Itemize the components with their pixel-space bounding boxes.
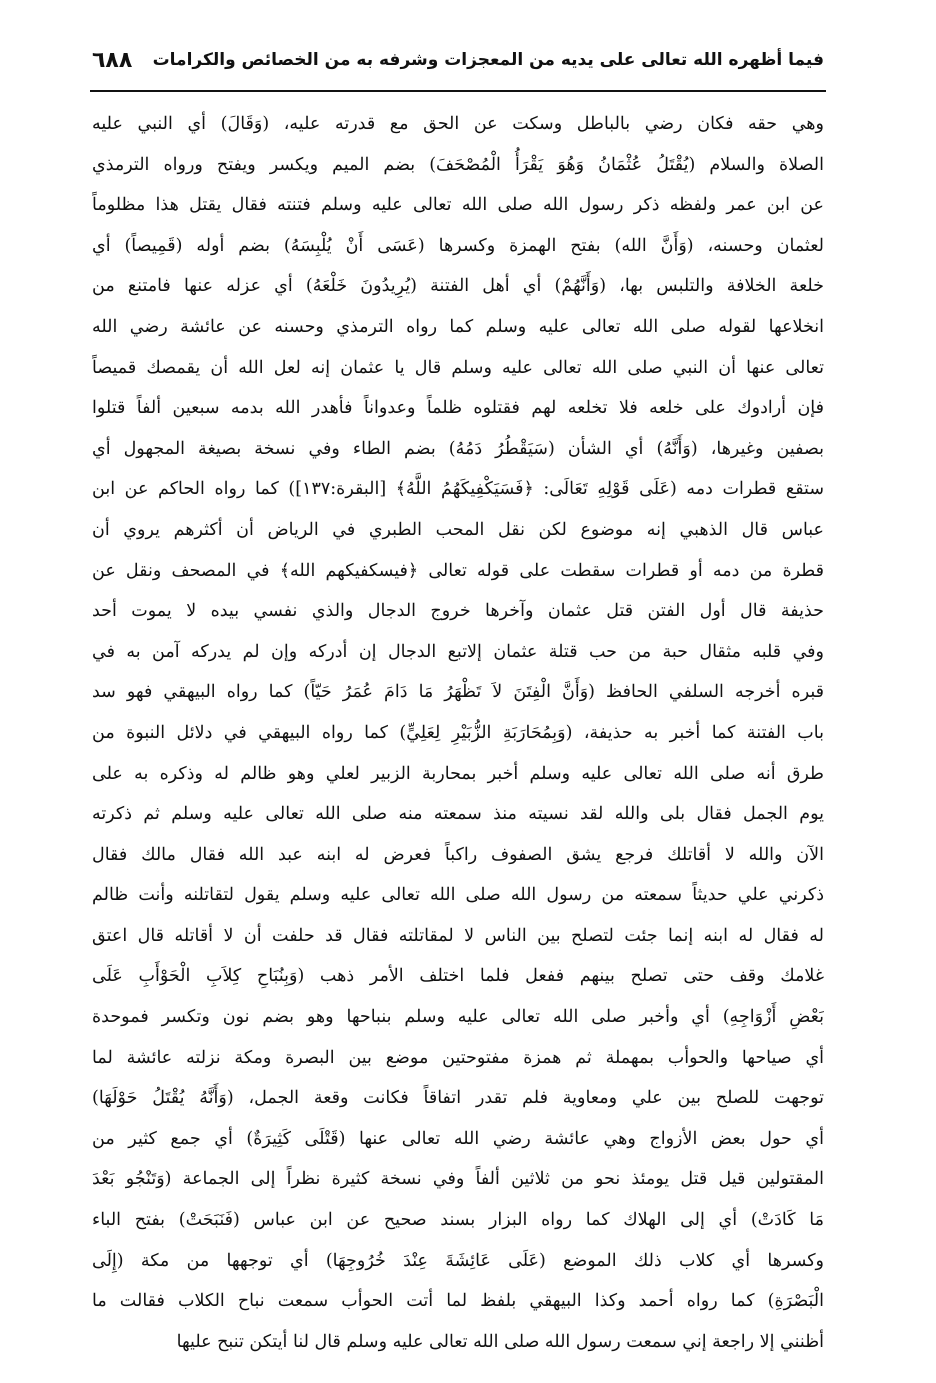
running-header [92, 40, 824, 80]
text-line: أظنني إلا راجعة إني سمعت رسول الله صلى الله تعالى عليه وسلم قال لنا أيتكن تنبح عليها [176, 1331, 824, 1352]
text-line: عباس قال الذهبي إنه موضوع لكن نقل المحب الطبري في الرياض أن أكثرهم يروي أن [92, 519, 824, 540]
text-line: الآن والله لا أقاتلك فرجع يشق الصفوف راكباً فعرض له ابنه عبد الله فقال مالك فقال [92, 844, 824, 865]
text-line: لعثمان وحسنه، (وَأَنَّ الله) بفتح الهمزة وكسرها (عَسَى أَنْ يُلْبِسَهُ) بضم أوله (قَمِيصاً) أي [92, 235, 824, 256]
text-line: فإن أرادوك على خلعه فلا تخلعه لهم فقتلوه ظلماً وعدواناً فأهدر الله بدمه سبعين ألفاً قتلوا [92, 398, 824, 419]
text-line: خلعة الخلافة والتلبس بها، (وَأَنَّهُمْ) أي أهل الفتنة (يُرِيدُونَ خَلْعَهُ) أي عزله عنها فامتنع من [92, 276, 824, 297]
text-line: قبره أخرجه السلفي الحافظ (وَأَنَّ الْفِتَنَ لاَ تَظْهَرُ مَا دَامَ عُمَرُ حَيّاً) كما رواه البيهقي فهو سد [92, 682, 824, 703]
text-line: وفي قلبه مثقال حبة من حب قتلة عثمان إلاتبع الدجال إن أدركه وإن لم يدركه آمن به في [92, 641, 824, 662]
header-title: فيما أظهره الله تعالى على يديه من المعجزات وشرفه به من الخصائص والكرامات [152, 50, 824, 70]
text-line: ذكرني علي حديثاً سمعته من رسول الله صلى الله تعالى عليه وسلم يقول لتقاتلنه وأنت ظالم [92, 885, 824, 906]
text-line: حذيفة قال أول الفتن قتل عثمان وآخرها خروج الدجال والذي نفسي بيده لا يموت أحد [92, 601, 824, 622]
text-line: وكسرها أي كلاب ذلك الموضع (عَلَى عَائِشَةَ عِنْدَ خُرُوجِهَا) أي توجهها من مكة (إِلَى [92, 1250, 824, 1271]
page-number: ٦٨٨ [92, 47, 133, 73]
text-line: توجهت للصلح بين علي ومعاوية فلم تقدر اتفاقاً فكانت وقعة الجمل، (وَأَنَّهُ يُقْتَلُ حَوْلَهَا) [92, 1088, 824, 1109]
text-line: أي صياحها والحوأب بمهملة ثم همزة مفتوحتين موضع بين البصرة ومكة نزلته عائشة لما [92, 1047, 824, 1068]
text-line: أي حول بعض الأزواج وهي عائشة رضي الله تعالى عنها (قَتْلَى كَثِيرَةٌ) أي جمع كثير من [92, 1128, 824, 1149]
text-line: له فقال له ابنه إنما جئت لتصلح بين الناس لا لمقاتلته فقال قد حلفت أن لا أقاتله قال اعتق [92, 925, 824, 946]
text-line: قطرة من دمه أو قطرات سقطت على قوله تعالى ﴿فيسكفيكهم الله﴾ في المصحف ونقل عن [92, 560, 824, 581]
text-line: وهي حقه فكان رضي بالباطل وسكت عن الحق مع قدرته عليه، (وَقَالَ) أي النبي عليه [92, 114, 824, 134]
text-line: ستقع قطرات دمه (عَلَى قَوْلِهِ تَعَالَى: ﴿فَسَيَكْفِيكَهُمُ اللَّهُ﴾ [البقرة:١٣٧]) كما رواه الحاكم عن ابن [92, 479, 824, 500]
text-line: انخلاعها لقوله صلى الله تعالى عليه وسلم كما رواه الترمذي وحسنه عن عائشة رضي الله [92, 316, 824, 337]
text-line: المقتولين قيل قتل يومئذ نحو من ثلاثين ألفاً وفي نسخة كثيرة نظراً إلى الجماعة (وَتَنْجُو بَعْدَ [92, 1169, 824, 1190]
header-rule [90, 90, 826, 92]
text-line: تعالى عنها أن النبي صلى الله تعالى عليه وسلم قال يا عثمان إنه لعل الله أن يقمصك قميصاً [92, 357, 824, 378]
text-line: طرق أنه صلى الله تعالى عليه وسلم أخبر بمحاربة الزبير لعلي وهو ظالم له وذكره به على [92, 763, 824, 784]
body-text [92, 104, 824, 1363]
text-line: بَعْضِ أَزْوَاجِهِ) أي وأخبر صلى الله تعالى عليه وسلم بنباحها وهو بضم نون وتكسر فموحدة [92, 1007, 824, 1028]
text-line: باب الفتنة كما أخبر به حذيفة، (وَبِمُحَارَبَةِ الزُّبَيْرِ لِعَلِيٍّ) كما رواه البيهقي في دلائل النبوة من [92, 722, 824, 743]
text-line: الصلاة والسلام (يُقْتَلُ عُثْمَانُ وَهُوَ يَقْرَأُ الْمُصْحَفَ) بضم الميم ويكسر ويفتح ورواه الترمذي [92, 154, 824, 175]
text-line: الْبَصْرَةِ) كما رواه أحمد وكذا البيهقي بلفظ لما أتت الحوأب سمعت نباح الكلاب فقالت ما [92, 1291, 824, 1312]
text-line: غلامك وقف حتى تصلح بينهم ففعل فلما اختلف الأمر ذهب (وَبِنُبَاحِ كِلاَبِ الْحَوْأَبِ عَلَى [92, 966, 824, 987]
text-line: عن ابن عمر ولفظه ذكر رسول الله صلى الله تعالى عليه وسلم فتنته فقال يقتل هذا مظلوماً [92, 195, 824, 216]
text-line: مَا كَادَتْ) أي إلى الهلاك كما رواه البزار بسند صحيح عن ابن عباس (فَنَبَحَتْ) بفتح الباء [92, 1210, 824, 1231]
text-line: بصفين وغيرها، (وَأَنَّهُ) أي الشأن (سَيَقْطُرُ دَمُهُ) بضم الطاء وفي نسخة بصيغة المجهول أي [92, 438, 824, 459]
text-line: يوم الجمل فقال بلى والله لقد نسيته منذ سمعته منه صلى الله تعالى عليه وسلم ثم ذكرته [92, 804, 824, 825]
